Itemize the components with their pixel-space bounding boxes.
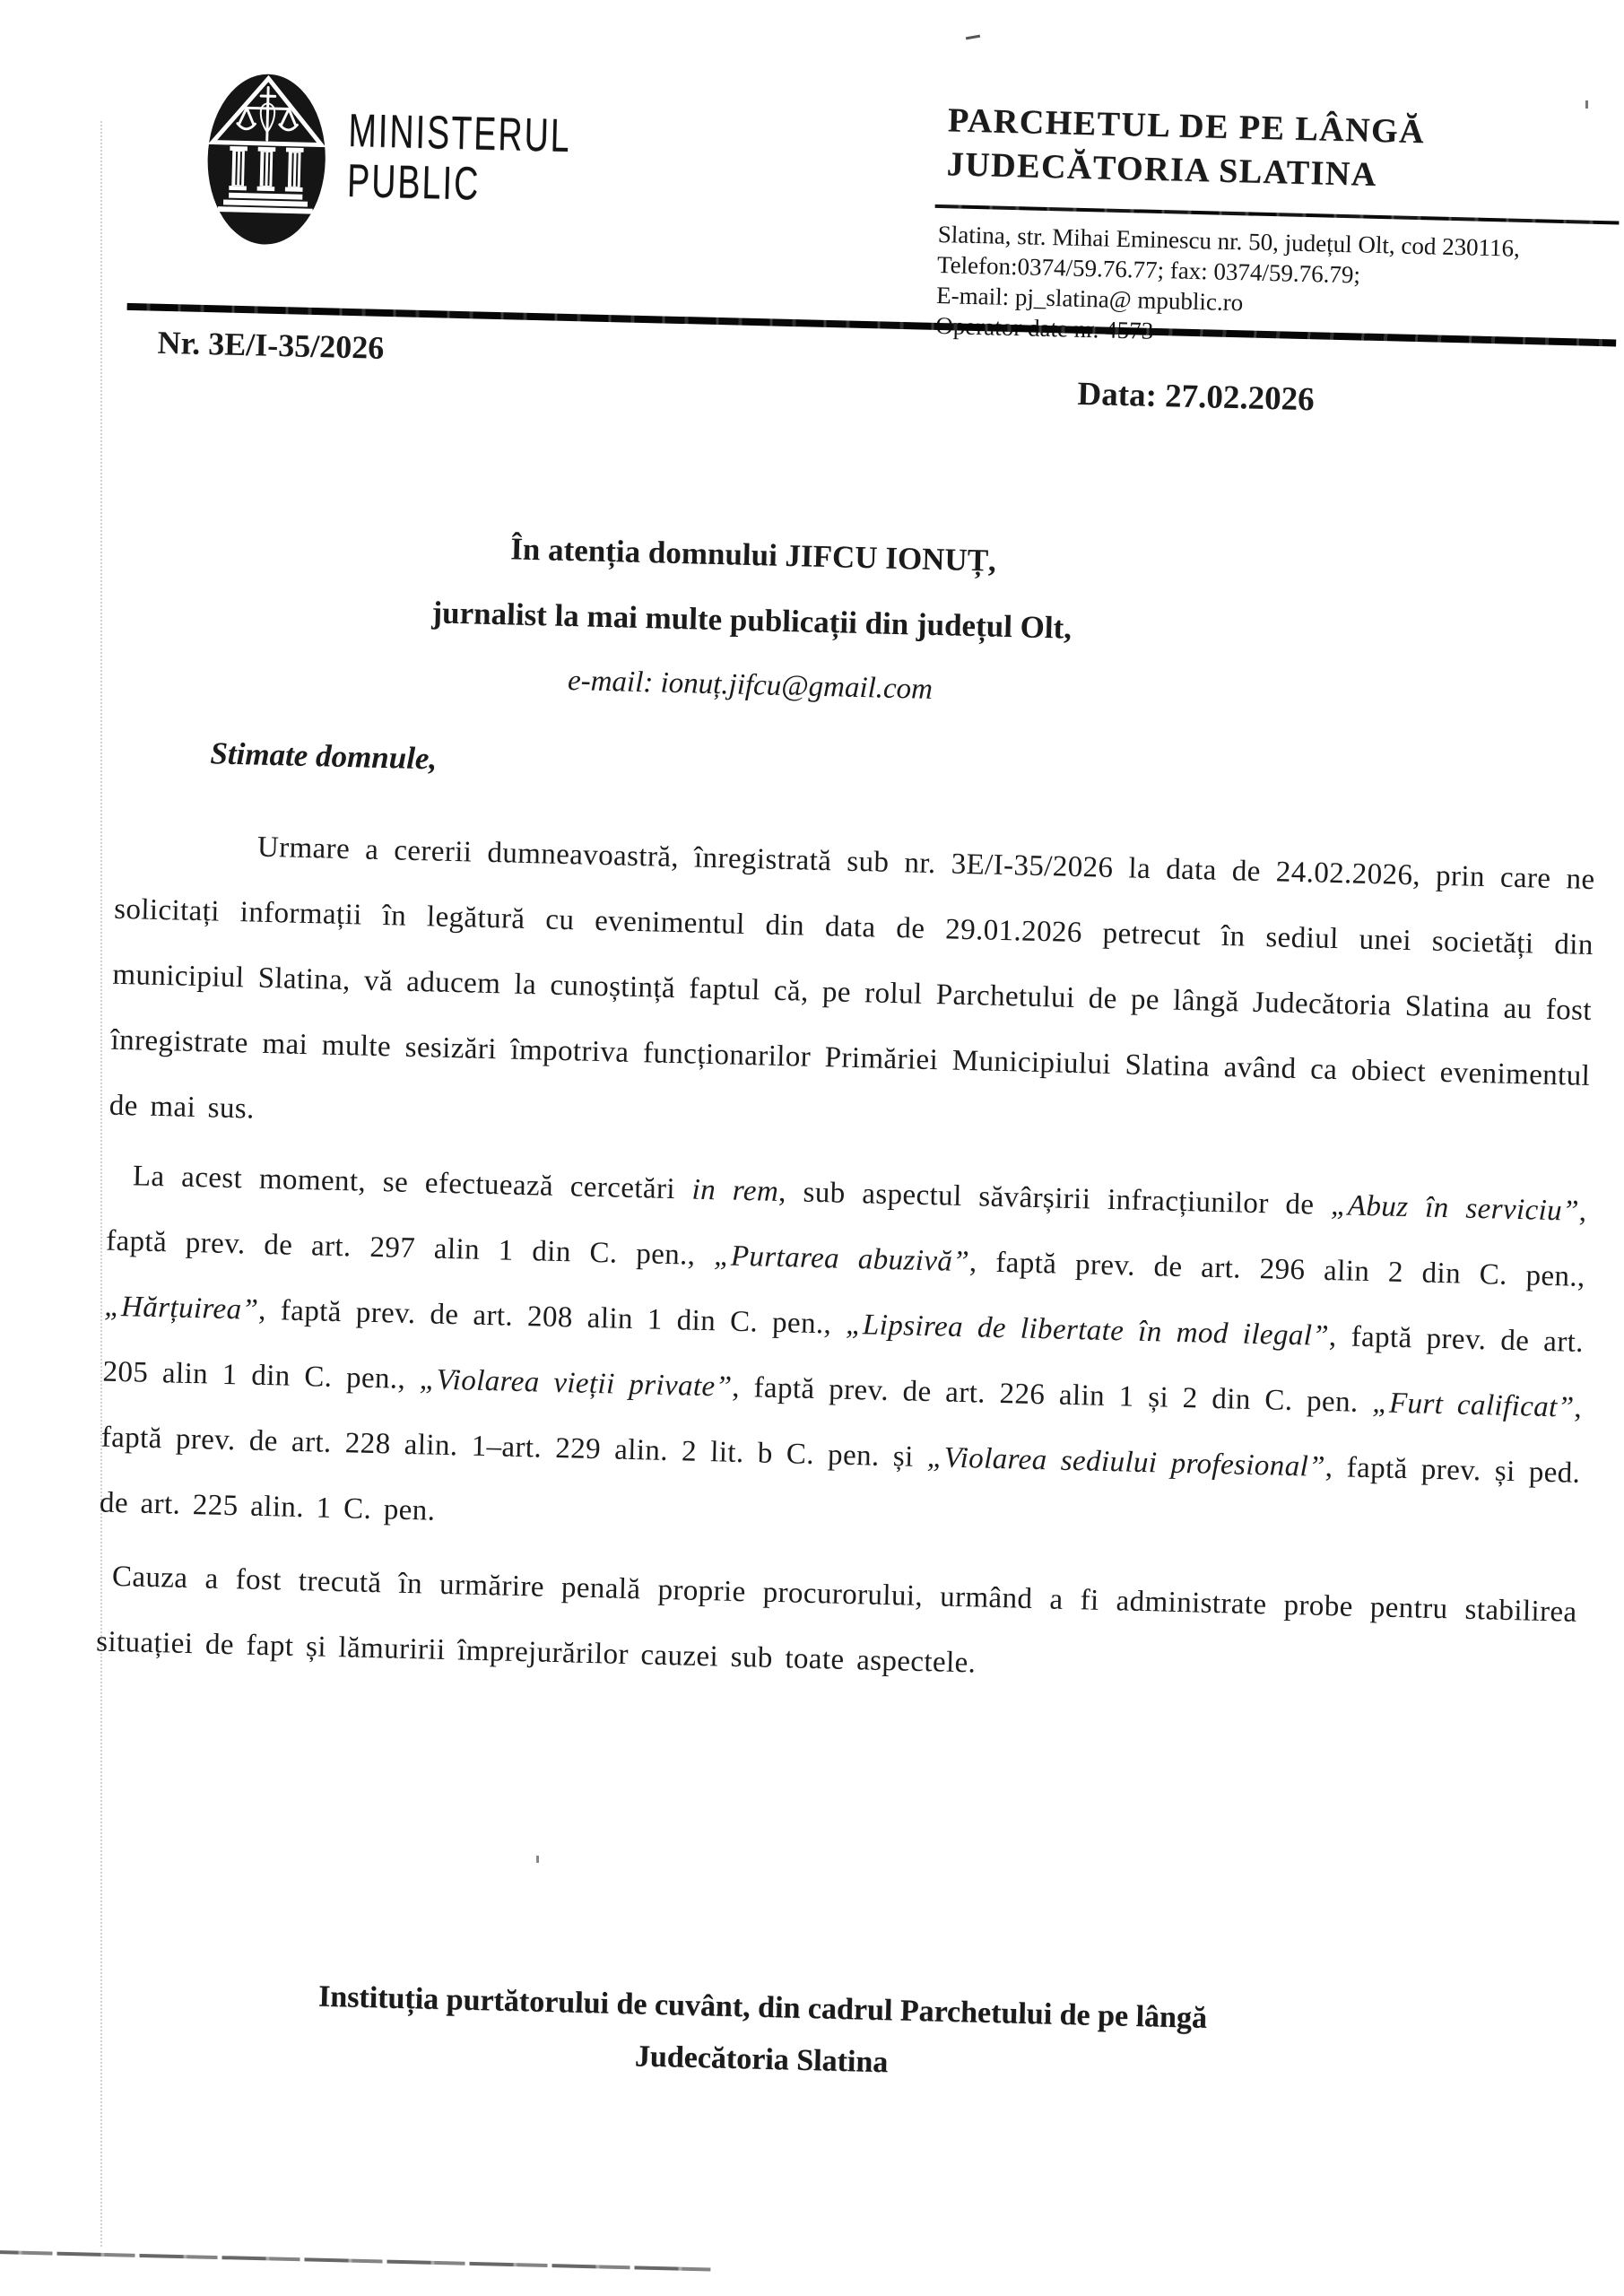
body-paragraph: La acest moment, se efectuează cercetări in rem, sub aspectul săvârșirii infracțiunilor de „Abuz în serviciu”, faptă prev. de art. 297 alin 1 din C. pen., „Purtarea abuzivă”, faptă prev. de art. 296 alin 2 din C. pen., „Hărțuirea”, faptă prev. de art. 208 alin 1 din C. pen., „Lipsirea de libertate în mod ilegal”, faptă prev. de art. 205 alin 1 din C. pen., „Violarea vieții private”, faptă prev. de art. 226 alin 1 și 2 din C. pen. „Furt calificat”, faptă prev. de art. 228 alin. 1–art. 229 alin. 2 lit. b C. pen. și „Violarea sediului profesional”, faptă prev. și ped. de art. 225 alin. 1 C. pen. [99,1160,1587,1527]
contact-phone-fax: Telefon:0374/59.76.77; fax: 0374/59.76.79; [936,250,1361,289]
institution-title-line2: JUDECĂTORIA SLATINA [946,145,1378,194]
signature-line2: Judecătoria Slatina [634,2039,889,2080]
signature-line1: Instituția purtătorului de cuvânt, din cadrul Parchetului de pe lângă [317,1979,1208,2035]
recipient-attention-line: În atenția domnului JIFCU IONUȚ, [509,531,997,578]
letter-body [95,812,1595,1711]
scan-bottom-artifact-line [0,2248,710,2271]
signature-block [201,1969,1324,2100]
institution-title-line1: PARCHETUL DE PE LÂNGĂ [947,101,1426,152]
body-paragraph: Urmare a cererii dumneavoastră, înregistrată sub nr. 3E/I-35/2026 la data de 24.02.2026, prin care ne solicitați informații în legătură cu evenimentul din data de 29.01.2026 petrecut în sediul unei societăți din municipiul Slatina, vă aducem la cunoștință faptul că, pe rolul Parchetului de pe lângă Judecătoria Slatina au fost înregistrate mai multe sesizări împotriva funcționarilor Primăriei Municipiului Slatina având ca obiect evenimentul de mai sus. [109,831,1595,1126]
institution-title [946,99,1504,200]
scan-noise-artifact [1585,100,1588,109]
ministry-name-line2: PUBLIC [346,154,482,211]
salutation: Stimate domnule, [210,735,438,777]
ministry-name-line1: MINISTERUL [347,104,572,162]
recipient-block [189,509,1315,732]
contact-email: E-mail: pj_slatina@ mpublic.ro [935,281,1244,317]
document-date: Data: 27.02.2026 [1077,375,1316,419]
recipient-description-line: jurnalist la mai multe publicații din județul Olt, [431,595,1073,646]
registration-number: Nr. 3E/I-35/2026 [157,324,385,366]
ministry-name [346,106,658,213]
ministerul-public-emblem-icon [203,69,330,254]
recipient-email-line: e-mail: ionuț.jifcu@gmail.com [567,665,934,706]
contact-address: Slatina, str. Mihai Eminescu nr. 50, județul Olt, cod 230116, [937,220,1521,262]
scan-noise-artifact [536,1856,539,1863]
body-paragraph: Cauza a fost trecută în urmărire penală proprie procurorului, urmând a fi administrate probe pentru stabilirea situației de fapt și lămuririi împrejurărilor cauzei sub toate aspectele. [95,1560,1577,1680]
